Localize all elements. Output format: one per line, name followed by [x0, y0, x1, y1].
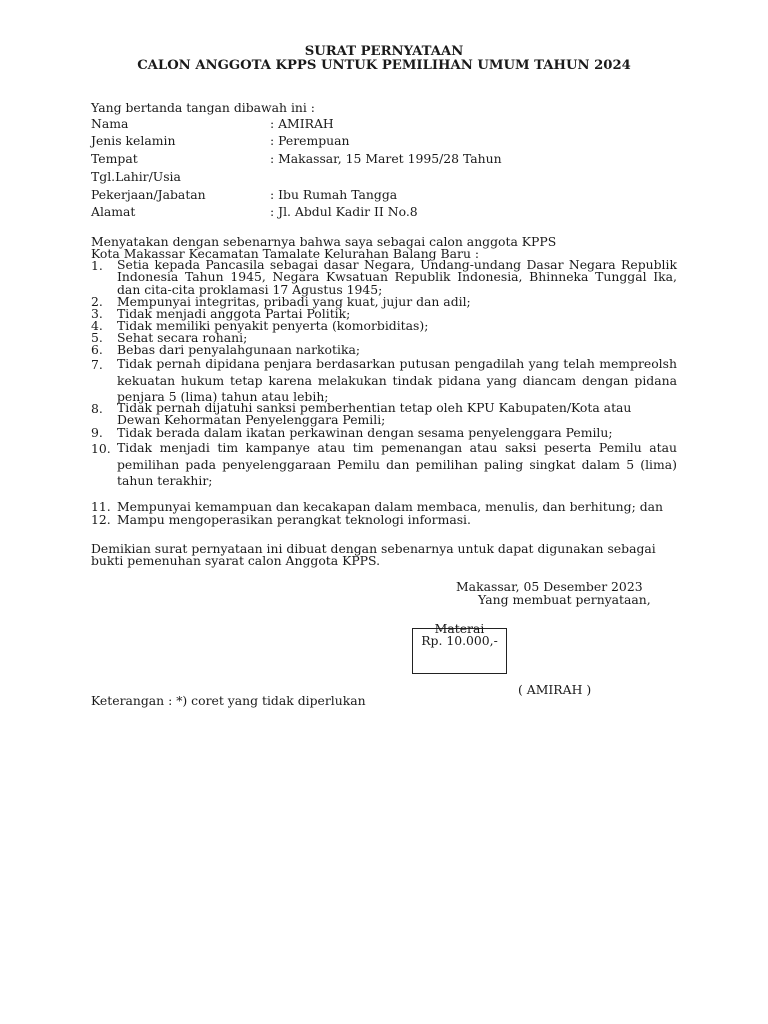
list-item-text: Tidak berada dalam ikatan perkawinan dengan sesama penyelenggara Pemilu; [117, 425, 613, 440]
stamp-value: Rp. 10.000,- [421, 633, 498, 648]
field-value-occupation: : Ibu Rumah Tangga [270, 187, 398, 202]
field-label-occupation: Pekerjaan/Jabatan [91, 187, 206, 202]
list-item-text: Mempunyai integritas, pribadi yang kuat, jujur dan adil; [117, 294, 471, 309]
list-item-number: 12. [91, 512, 111, 527]
list-item-text: Tidak menjadi anggota Partai Politik; [117, 306, 351, 321]
closing-text: Demikian surat pernyataan ini dibuat dengan sebenarnya untuk dapat digunakan sebagai [91, 541, 656, 556]
list-item-number: 8. [91, 401, 103, 416]
list-item-number: 7. [91, 357, 103, 372]
field-label-name: Nama [91, 116, 129, 131]
statement-location: Kota Makassar Kecamatan Tamalate Kelurahan Balang Baru : [91, 246, 480, 261]
closing-text-continued: bukti pemenuhan syarat calon Anggota KPPS. [91, 553, 381, 568]
stamp-label: Materai [434, 621, 485, 636]
signer-name: ( AMIRAH ) [518, 682, 592, 697]
field-value-address: : Jl. Abdul Kadir II No.8 [270, 204, 418, 219]
list-item-text: Mampu mengoperasikan perangkat teknologi informasi. [117, 512, 471, 527]
list-item-number: 9. [91, 425, 103, 440]
list-item-text: Tidak pernah dipidana penjara berdasarkan putusan pengadilah yang telah mempreolsh kekuatan hukum tetap karena melakukan tindak pidana yang diancam dengan pidana penjara 5 (lima) tahun atau lebih; [117, 356, 677, 404]
list-item-text: Tidak memiliki penyakit penyerta (komorbiditas); [117, 318, 429, 333]
list-item-number: 3. [91, 306, 103, 321]
signer-caption: Yang membuat pernyataan, [478, 592, 651, 607]
list-item-number: 10. [91, 441, 111, 456]
field-label-gender: Jenis kelamin [91, 133, 176, 148]
list-item-text: Tidak pernah dijatuhi sanksi pemberhentian tetap oleh KPU Kabupaten/Kota atau Dewan Kehormatan Penyelenggara Pemili; [117, 400, 632, 428]
field-value-gender: : Perempuan [270, 133, 350, 148]
stamp-box [412, 621, 507, 674]
field-label-birthdate-age: Tgl.Lahir/Usia [91, 169, 181, 184]
field-label-address: Alamat [91, 204, 136, 219]
list-item-text: Setia kepada Pancasila sebagai dasar Negara, Undang-undang Dasar Negara Republik Indonesia Tahun 1945, Negara Kwsatuan Republik Indonesia, Bhinneka Tunggal Ika, dan cita-cita proklamasi 17 Agustus 1945; [117, 257, 677, 297]
list-item-number: 5. [91, 330, 103, 345]
list-item-number: 4. [91, 318, 103, 333]
field-value-name: : AMIRAH [270, 116, 334, 131]
list-item-number: 6. [91, 342, 103, 357]
intro-text: Yang bertanda tangan dibawah ini : [91, 100, 315, 115]
document-title: SURAT PERNYATAAN [304, 44, 464, 59]
footnote: Keterangan : *) coret yang tidak diperlukan [91, 693, 366, 708]
document-subtitle: CALON ANGGOTA KPPS UNTUK PEMILIHAN UMUM TAHUN 2024 [137, 58, 631, 73]
place-date: Makassar, 05 Desember 2023 [456, 579, 643, 594]
list-item-number: 11. [91, 499, 111, 514]
field-value-birthplace: : Makassar, 15 Maret 1995/28 Tahun [270, 151, 502, 166]
list-item-number: 1. [91, 258, 103, 273]
list-item-text: Mempunyai kemampuan dan kecakapan dalam membaca, menulis, dan berhitung; dan [117, 499, 663, 514]
list-item-number: 2. [91, 294, 103, 309]
field-label-birthplace: Tempat [91, 151, 138, 166]
list-item-text: Bebas dari penyalahgunaan narkotika; [117, 342, 361, 357]
list-item-text: Sehat secara rohani; [117, 330, 248, 345]
statement-text: Menyatakan dengan sebenarnya bahwa saya sebagai calon anggota KPPS [91, 234, 557, 249]
list-item-text: Tidak menjadi tim kampanye atau tim pemenangan atau saksi peserta Pemilu atau pemilihan pada penyelenggaraan Pemilu dan pemilihan paling singkat dalam 5 (lima) tahun terakhir; [117, 440, 677, 488]
